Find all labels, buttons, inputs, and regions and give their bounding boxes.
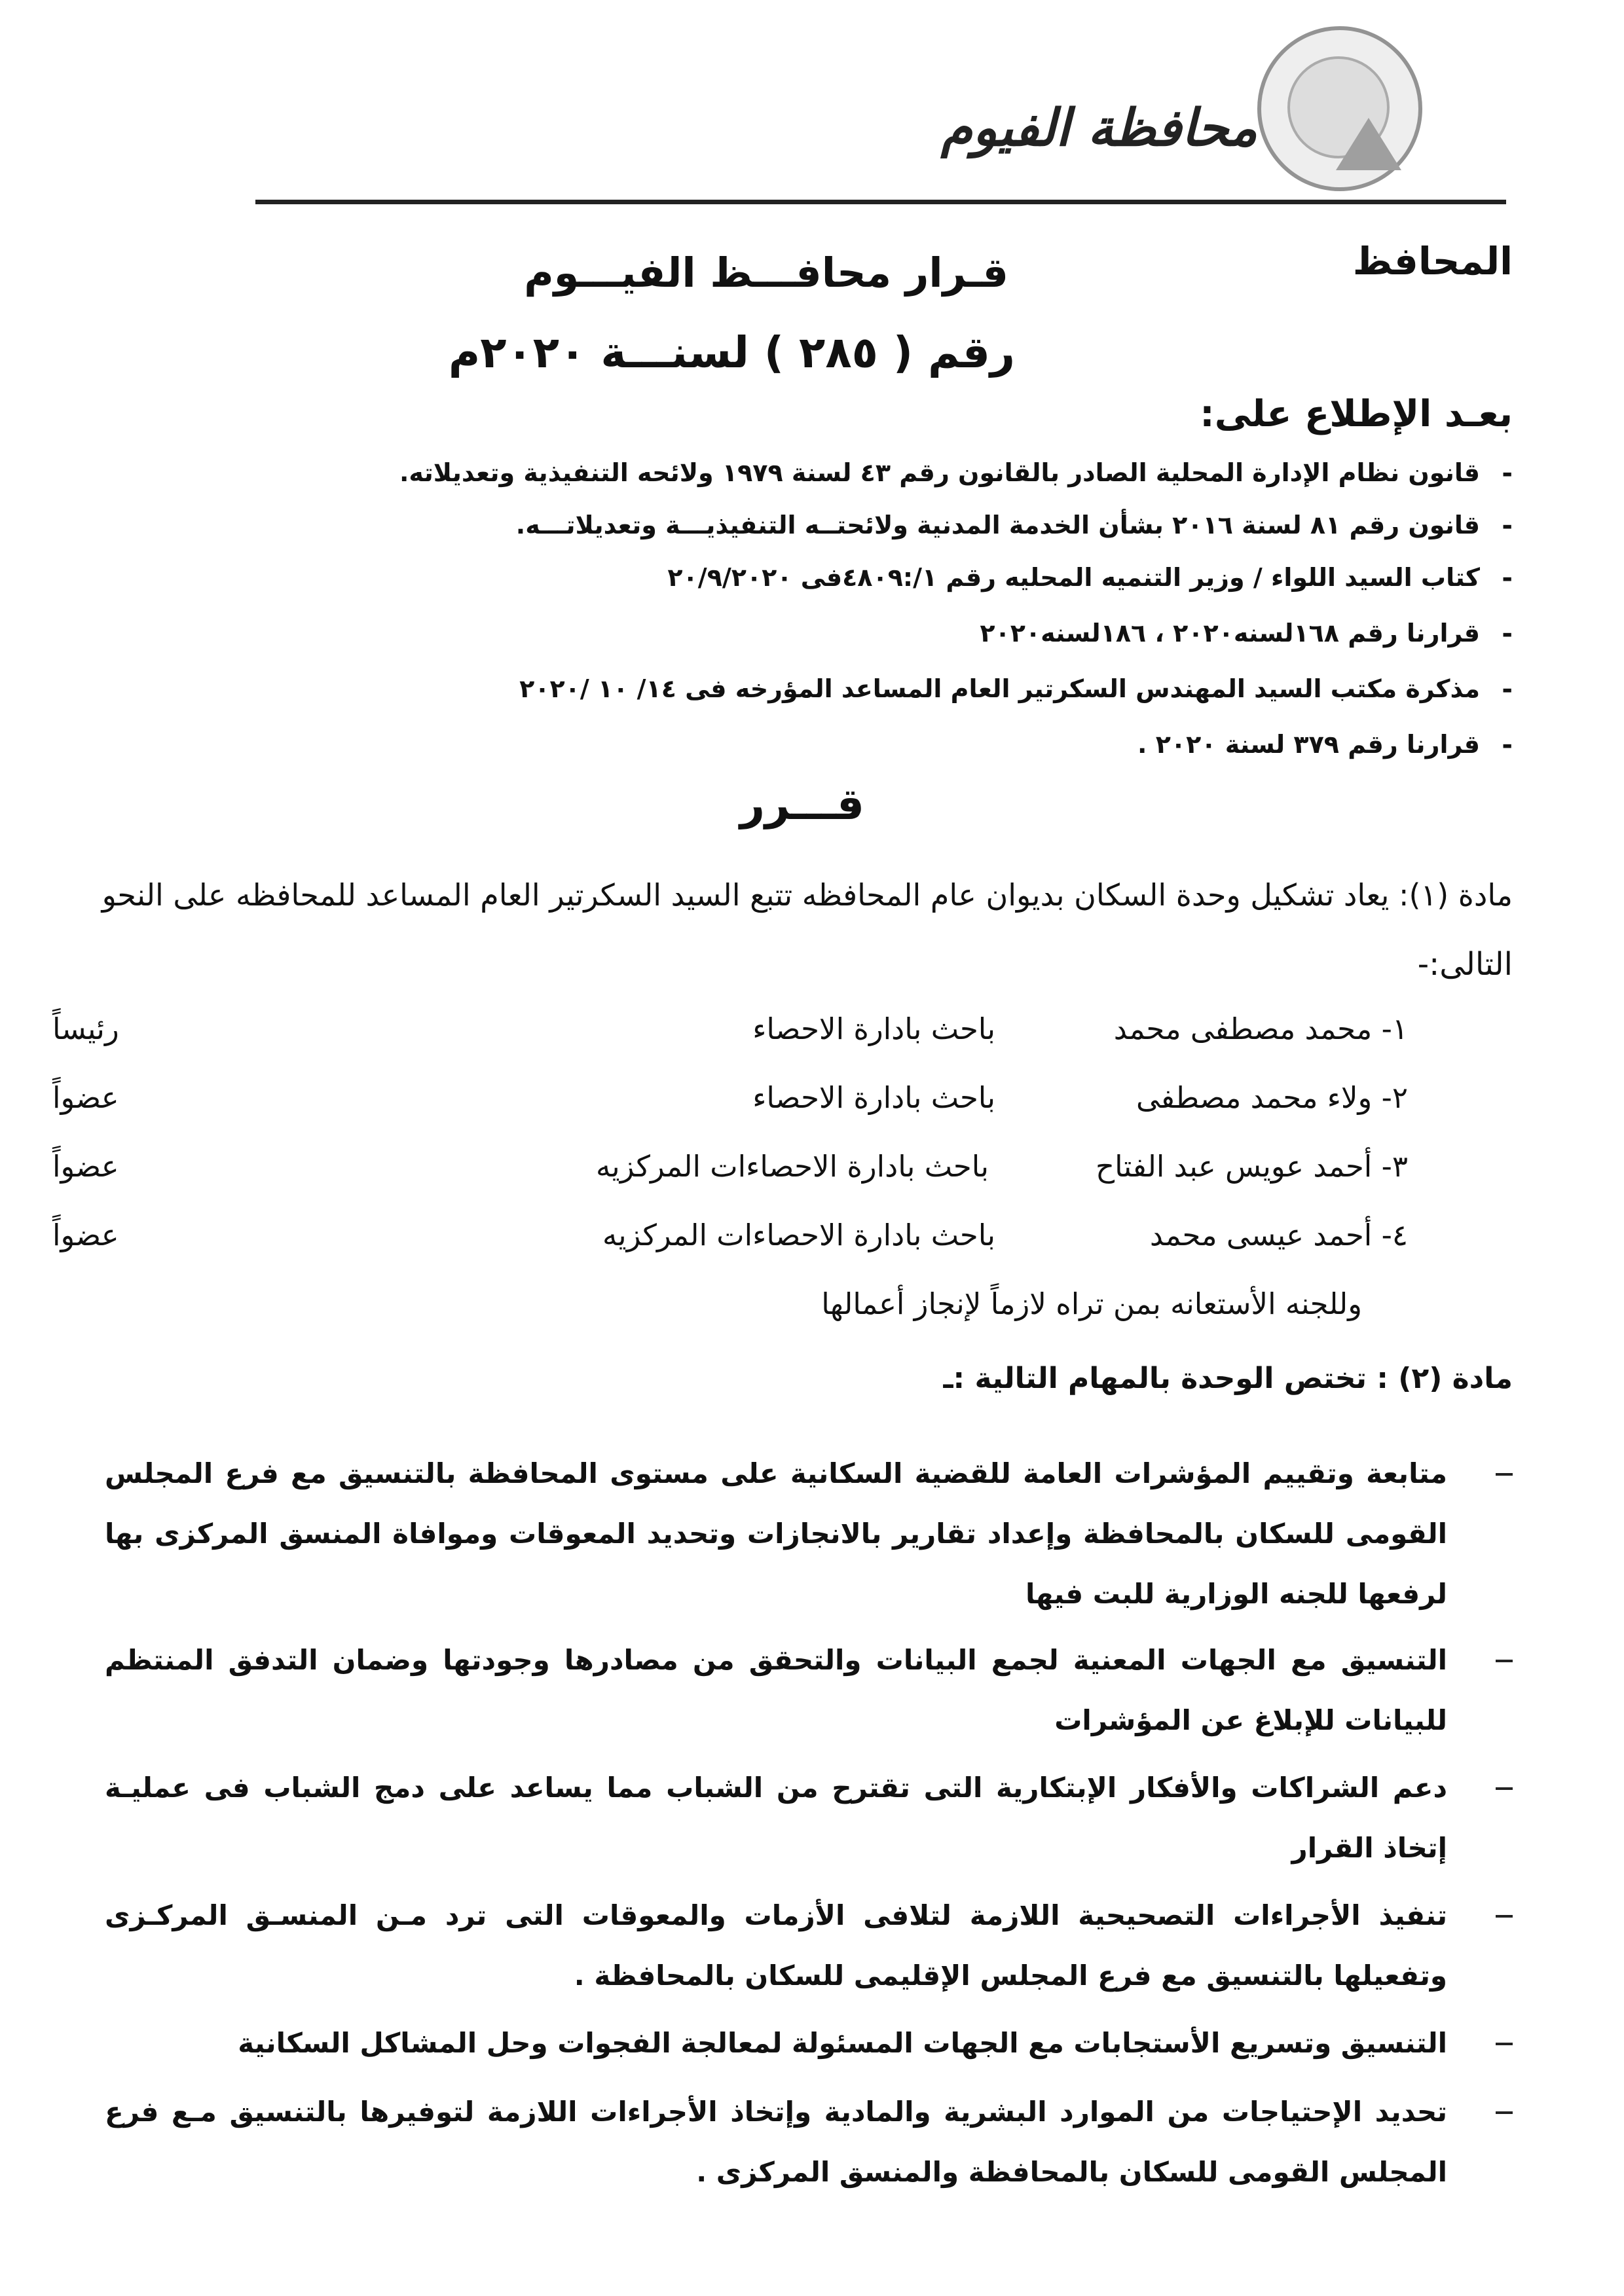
bullet-dash: - [1502,458,1513,488]
preamble-heading: بعـد الإطلاع على: [1200,393,1513,435]
member-role: عضواً [52,1218,119,1252]
preamble-item: قانون رقم ٨١ لسنة ٢٠١٦ بشأن الخدمة المدنية ولائحتــه التنفيذيـــة وتعديلاتـــه. [515,511,1480,539]
bullet-dash: - [1502,674,1513,704]
task-dash [1496,1473,1513,1476]
task-item: متابعة وتقييم المؤشرات العامة للقضية السكانية على مستوى المحافظة بالتنسيق مع فرع المجلس القومى للسكان بالمحافظة وإعداد تقارير بالانجازات وتحديد المعوقات وموافاة المنسق المركزى بها لرفعها للجنه الوزارية للبت فيها [105,1457,1447,1610]
preamble-item: قرارنا رقم ٣٧٩ لسنة ٢٠٢٠ . [1137,730,1480,759]
task-dash [1496,1787,1513,1790]
task-dash [1496,2043,1513,2045]
member-role: رئيساً [52,1011,119,1046]
preamble-item: قانون نظام الإدارة المحلية الصادر بالقانون رقم ٤٣ لسنة ١٩٧٩ ولائحه التنفيذية وتعديلاته. [399,458,1480,487]
preamble-item: كتاب السيد اللواء / وزير التنميه المحليه رقم ١/:٤٨٠٩فى ٢٠/٩/٢٠٢٠ [667,563,1480,592]
bullet-dash: - [1502,619,1513,649]
governorate-seal-icon [1257,26,1422,191]
member-name: ٤- أحمد عيسى محمد [1149,1218,1408,1252]
task-item: دعم الشراكات والأفكار الإبتكارية التى تقترح من الشباب مما يساعد على دمج الشباب فى عمليـة إتخاذ القرار [105,1772,1447,1864]
task-item: تحديد الإحتياجات من الموارد البشرية والمادية وإتخاذ الأجراءات اللازمة لتوفيرها بالتنسيق مـع فرع المجلس القومى للسكان بالمحافظة والمنسق المركزى . [105,2096,1447,2188]
member-title: باحث بادارة الاحصاءات المركزيه [596,1149,989,1184]
member-role: عضواً [52,1080,119,1115]
article2-heading: مادة (٢) : تختص الوحدة بالمهام التالية :ـ [943,1362,1513,1395]
preamble-item: قرارنا رقم ١٦٨لسنه٢٠٢٠ ، ١٨٦لسنه٢٠٢٠ [980,619,1480,647]
task-dash [1496,1915,1513,1918]
member-title: باحث بادارة الاحصاء [752,1011,995,1046]
member-name: ١- محمد مصطفى محمد [1113,1011,1408,1046]
committee-note: وللجنه الأستعانه بمن تراه لازماً لإنجاز أعمالها [821,1286,1362,1321]
task-item: التنسيق وتسريع الأستجابات مع الجهات المسئولة لمعالجة الفجوات وحل المشاكل السكانية [238,2027,1447,2059]
member-title: باحث بادارة الاحصاء [752,1080,995,1115]
bullet-dash: - [1502,563,1513,593]
bullet-dash: - [1502,511,1513,541]
bullet-dash: - [1502,730,1513,760]
decree-title: قـرار محافـــظ الفيـــوم [524,249,1008,297]
governorate-name: محافظة الفيوم [940,98,1257,158]
decision-heading: قـــرر [740,779,864,829]
member-name: ٣- أحمد عويس عبد الفتاح [1096,1149,1408,1184]
task-dash [1496,2111,1513,2114]
task-dash [1496,1660,1513,1662]
member-role: عضواً [52,1149,119,1184]
preamble-item: مذكرة مكتب السيد المهندس السكرتير العام المساعد المؤرخه فى ١٤/ ١٠ /٢٠٢٠ [519,674,1480,703]
article1-text-cont: التالى:- [1417,946,1513,983]
member-name: ٢- ولاء محمد مصطفى [1136,1080,1408,1115]
member-title: باحث بادارة الاحصاءات المركزيه [602,1218,995,1252]
article1-text: مادة (١): يعاد تشكيل وحدة السكان بديوان عام المحافظه تتبع السيد السكرتير العام المساعد للمحافظه على النحو [101,877,1513,913]
task-item: التنسيق مع الجهات المعنية لجمع البيانات والتحقق من مصادرها وجودتها وضمان التدفق المنتظم للبيانات للإبلاغ عن المؤشرات [105,1644,1447,1736]
header-divider [255,200,1506,204]
decree-number: رقم ( ٢٨٥ ) لسنـــة ٢٠٢٠م [448,327,1015,378]
task-item: تنفيذ الأجراءات التصحيحية اللازمة لتلافى الأزمات والمعوقات التى ترد مـن المنسـق المركـزى وتفعيلها بالتنسيق مع فرع المجلس الإقليمى للسكان بالمحافظة . [105,1899,1447,1992]
office-label: المحافظ [1352,239,1513,283]
